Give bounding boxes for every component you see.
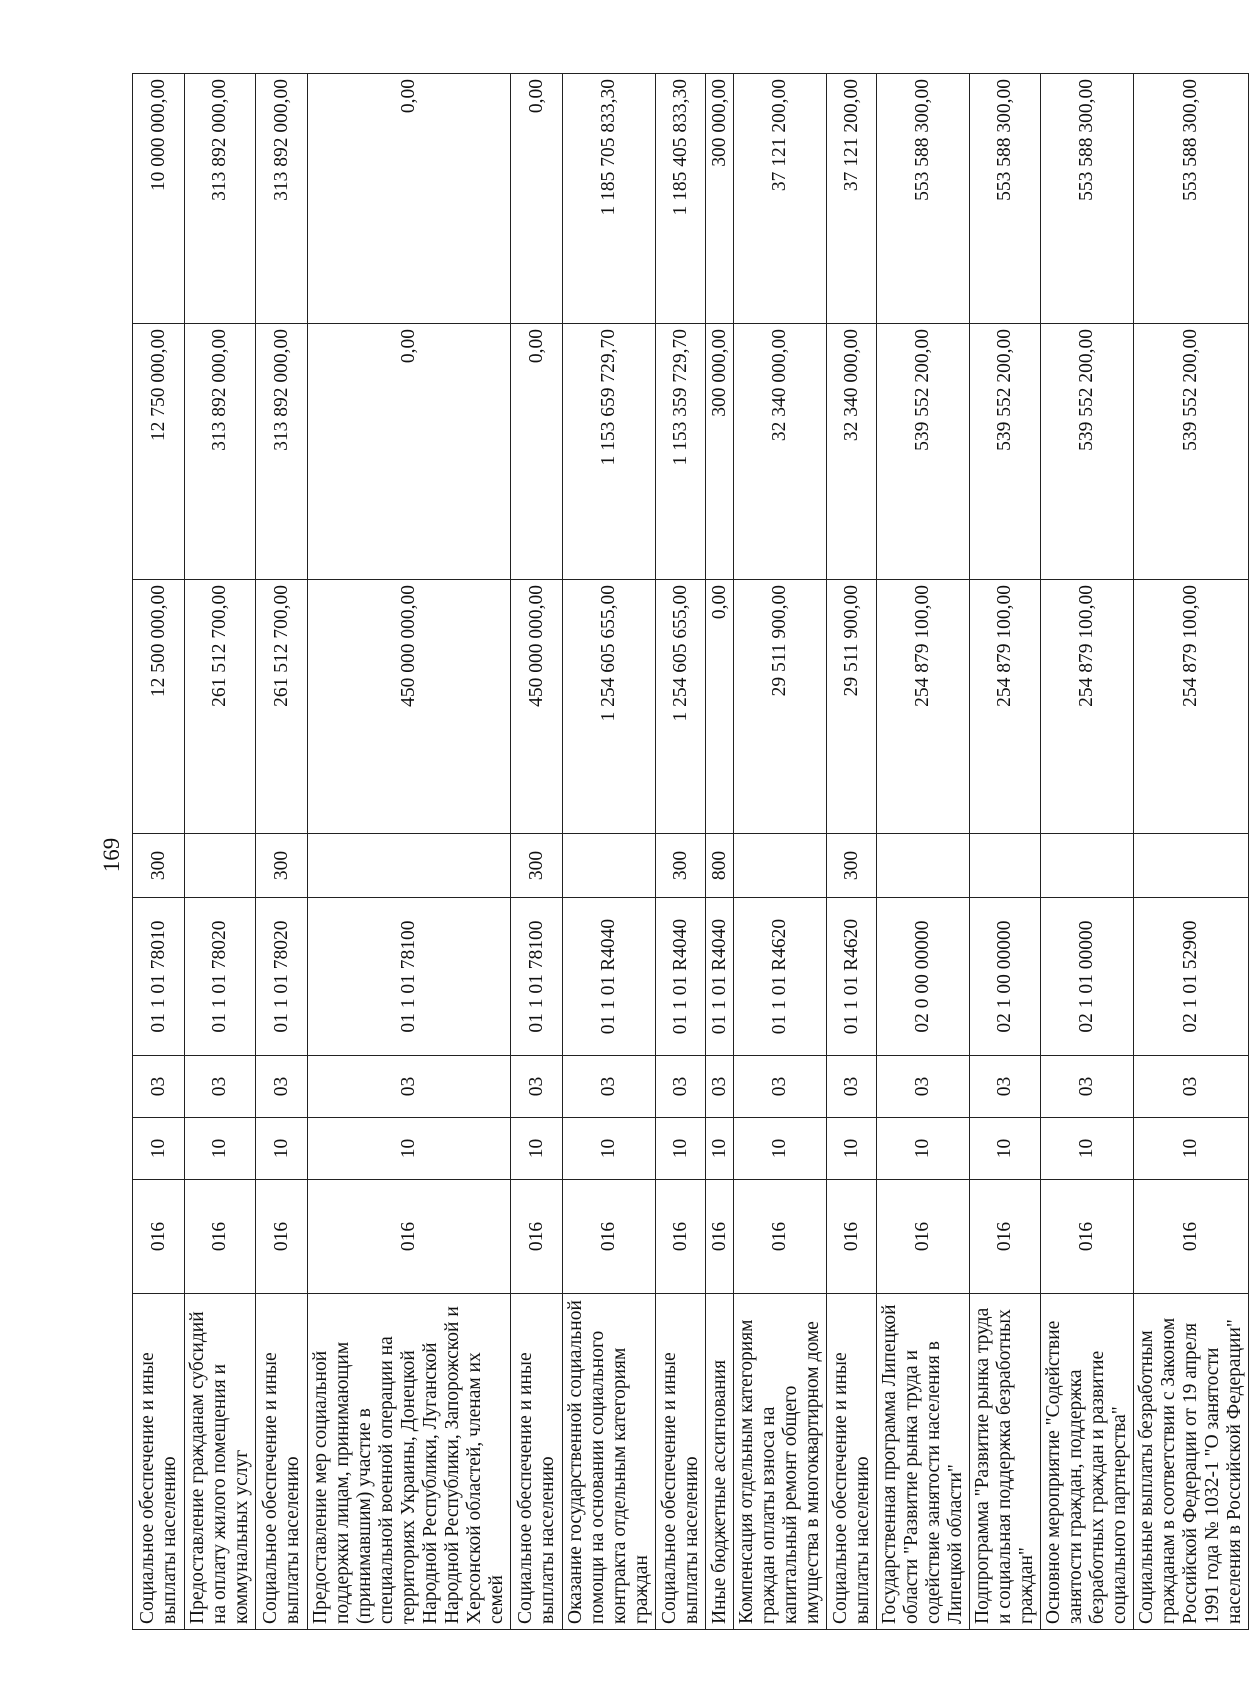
cell-name: Социальное обеспечение и иные выплаты населению [656,1294,706,1630]
cell-ministry-code: 016 [256,1180,308,1294]
cell-name: Компенсация отдельным категориям граждан оплаты взноса на капитальный ремонт общего имущества в многоквартирном доме [734,1294,827,1630]
cell-target-article: 01 1 01 78020 [256,898,308,1056]
cell-name: Основное мероприятие "Содействие занятости граждан, поддержка безработных граждан и развитие социального партнерства" [1041,1294,1134,1630]
cell-name: Предоставление гражданам субсидий на оплату жилого помещения и коммунальных услуг [185,1294,256,1630]
cell-section: 10 [133,1118,185,1180]
cell-subsection: 03 [970,1056,1041,1118]
cell-expense-type [563,834,656,898]
cell-section: 10 [734,1118,827,1180]
cell-target-article: 01 1 01 R4620 [734,898,827,1056]
cell-amount-3: 300 000,00 [706,74,734,324]
cell-expense-type: 300 [511,834,563,898]
table-row [511,74,563,1630]
cell-expense-type [970,834,1041,898]
cell-subsection: 03 [563,1056,656,1118]
table-row [133,74,185,1630]
cell-section: 10 [1134,1118,1249,1180]
cell-amount-1: 261 512 700,00 [185,580,256,834]
cell-section: 10 [511,1118,563,1180]
budget-table [132,73,1249,1630]
cell-amount-2: 539 552 200,00 [877,324,970,580]
cell-name: Подпрограмма "Развитие рынка труда и социальная поддержка безработных граждан" [970,1294,1041,1630]
cell-amount-2: 313 892 000,00 [185,324,256,580]
cell-subsection: 03 [185,1056,256,1118]
cell-amount-1: 254 879 100,00 [970,580,1041,834]
cell-expense-type [1134,834,1249,898]
cell-subsection: 03 [656,1056,706,1118]
cell-expense-type [1041,834,1134,898]
page-number: 169 [99,837,124,873]
cell-amount-1: 254 879 100,00 [1041,580,1134,834]
cell-ministry-code: 016 [511,1180,563,1294]
cell-expense-type: 800 [706,834,734,898]
cell-amount-1: 450 000 000,00 [511,580,563,834]
cell-expense-type [185,834,256,898]
cell-ministry-code: 016 [970,1180,1041,1294]
cell-expense-type: 300 [133,834,185,898]
cell-amount-2: 0,00 [511,324,563,580]
cell-target-article: 01 1 01 78020 [185,898,256,1056]
cell-amount-3: 313 892 000,00 [256,74,308,324]
cell-ministry-code: 016 [133,1180,185,1294]
cell-amount-3: 553 588 300,00 [1041,74,1134,324]
table-row [970,74,1041,1630]
cell-amount-1: 29 511 900,00 [734,580,827,834]
cell-amount-3: 10 000 000,00 [133,74,185,324]
cell-amount-1: 29 511 900,00 [827,580,877,834]
cell-amount-3: 0,00 [308,74,511,324]
cell-amount-3: 1 185 405 833,30 [656,74,706,324]
cell-subsection: 03 [706,1056,734,1118]
cell-amount-3: 553 588 300,00 [970,74,1041,324]
cell-amount-2: 313 892 000,00 [256,324,308,580]
table-row [706,74,734,1630]
cell-name: Оказание государственной социальной помощи на основании социального контракта отдельным категориям граждан [563,1294,656,1630]
table-row [734,74,827,1630]
cell-section: 10 [656,1118,706,1180]
cell-target-article: 01 1 01 R4040 [706,898,734,1056]
cell-name: Социальное обеспечение и иные выплаты населению [827,1294,877,1630]
cell-amount-1: 12 500 000,00 [133,580,185,834]
cell-name: Социальные выплаты безработным гражданам в соответствии с Законом Российской Федерации от 19 апреля 1991 года № 1032-1 "О занятости населения в Российской Федерации" [1134,1294,1249,1630]
cell-target-article: 01 1 01 78100 [308,898,511,1056]
cell-amount-3: 0,00 [511,74,563,324]
cell-target-article: 02 0 00 00000 [877,898,970,1056]
cell-amount-1: 254 879 100,00 [877,580,970,834]
cell-amount-2: 32 340 000,00 [827,324,877,580]
cell-ministry-code: 016 [563,1180,656,1294]
cell-expense-type [734,834,827,898]
cell-expense-type: 300 [827,834,877,898]
cell-subsection: 03 [133,1056,185,1118]
cell-ministry-code: 016 [308,1180,511,1294]
table-row [1134,74,1249,1630]
cell-ministry-code: 016 [877,1180,970,1294]
cell-section: 10 [970,1118,1041,1180]
cell-ministry-code: 016 [656,1180,706,1294]
cell-amount-1: 1 254 605 655,00 [563,580,656,834]
cell-target-article: 01 1 01 R4040 [656,898,706,1056]
cell-target-article: 01 1 01 R4040 [563,898,656,1056]
table-row [308,74,511,1630]
cell-amount-2: 1 153 359 729,70 [656,324,706,580]
cell-section: 10 [256,1118,308,1180]
budget-table-rotated [132,74,1245,1630]
cell-amount-2: 539 552 200,00 [1134,324,1249,580]
table-row [185,74,256,1630]
cell-ministry-code: 016 [827,1180,877,1294]
cell-expense-type: 300 [256,834,308,898]
table-row [656,74,706,1630]
cell-expense-type [877,834,970,898]
cell-subsection: 03 [511,1056,563,1118]
cell-section: 10 [308,1118,511,1180]
cell-target-article: 02 1 01 00000 [1041,898,1134,1056]
table-row [877,74,970,1630]
cell-section: 10 [185,1118,256,1180]
cell-target-article: 01 1 01 78100 [511,898,563,1056]
cell-ministry-code: 016 [1134,1180,1249,1294]
cell-section: 10 [827,1118,877,1180]
table-row [827,74,877,1630]
cell-amount-2: 12 750 000,00 [133,324,185,580]
cell-name: Государственная программа Липецкой области "Развитие рынка труда и содействие занятости населения в Липецкой области" [877,1294,970,1630]
table-body [133,74,1249,1630]
cell-ministry-code: 016 [734,1180,827,1294]
table-row [563,74,656,1630]
cell-amount-2: 0,00 [308,324,511,580]
cell-expense-type [308,834,511,898]
cell-amount-2: 1 153 659 729,70 [563,324,656,580]
cell-amount-1: 450 000 000,00 [308,580,511,834]
cell-amount-1: 1 254 605 655,00 [656,580,706,834]
cell-amount-3: 553 588 300,00 [1134,74,1249,324]
cell-expense-type: 300 [656,834,706,898]
cell-amount-1: 254 879 100,00 [1134,580,1249,834]
cell-target-article: 01 1 01 78010 [133,898,185,1056]
cell-target-article: 02 1 00 00000 [970,898,1041,1056]
cell-amount-2: 539 552 200,00 [970,324,1041,580]
cell-target-article: 02 1 01 52900 [1134,898,1249,1056]
cell-name: Социальное обеспечение и иные выплаты населению [511,1294,563,1630]
cell-subsection: 03 [1134,1056,1249,1118]
cell-subsection: 03 [877,1056,970,1118]
cell-name: Социальное обеспечение и иные выплаты населению [133,1294,185,1630]
cell-ministry-code: 016 [706,1180,734,1294]
cell-amount-3: 37 121 200,00 [827,74,877,324]
cell-amount-2: 539 552 200,00 [1041,324,1134,580]
cell-amount-1: 0,00 [706,580,734,834]
cell-section: 10 [706,1118,734,1180]
cell-subsection: 03 [308,1056,511,1118]
cell-amount-3: 1 185 705 833,30 [563,74,656,324]
cell-subsection: 03 [1041,1056,1134,1118]
cell-subsection: 03 [734,1056,827,1118]
cell-amount-1: 261 512 700,00 [256,580,308,834]
cell-amount-2: 32 340 000,00 [734,324,827,580]
cell-amount-3: 553 588 300,00 [877,74,970,324]
table-row [256,74,308,1630]
cell-name: Иные бюджетные ассигнования [706,1294,734,1630]
cell-section: 10 [1041,1118,1134,1180]
cell-section: 10 [563,1118,656,1180]
cell-subsection: 03 [256,1056,308,1118]
table-row [1041,74,1134,1630]
cell-target-article: 01 1 01 R4620 [827,898,877,1056]
cell-amount-3: 313 892 000,00 [185,74,256,324]
cell-section: 10 [877,1118,970,1180]
cell-name: Предоставление мер социальной поддержки лицам, принимающим (принимавшим) участие в специальной военной операции на территориях Украины, Донецкой Народной Республики, Луганской Народной Республики, Запорожской и Херсонской областей, членам их семей [308,1294,511,1630]
cell-subsection: 03 [827,1056,877,1118]
cell-ministry-code: 016 [1041,1180,1134,1294]
cell-amount-3: 37 121 200,00 [734,74,827,324]
cell-ministry-code: 016 [185,1180,256,1294]
cell-name: Социальное обеспечение и иные выплаты населению [256,1294,308,1630]
cell-amount-2: 300 000,00 [706,324,734,580]
